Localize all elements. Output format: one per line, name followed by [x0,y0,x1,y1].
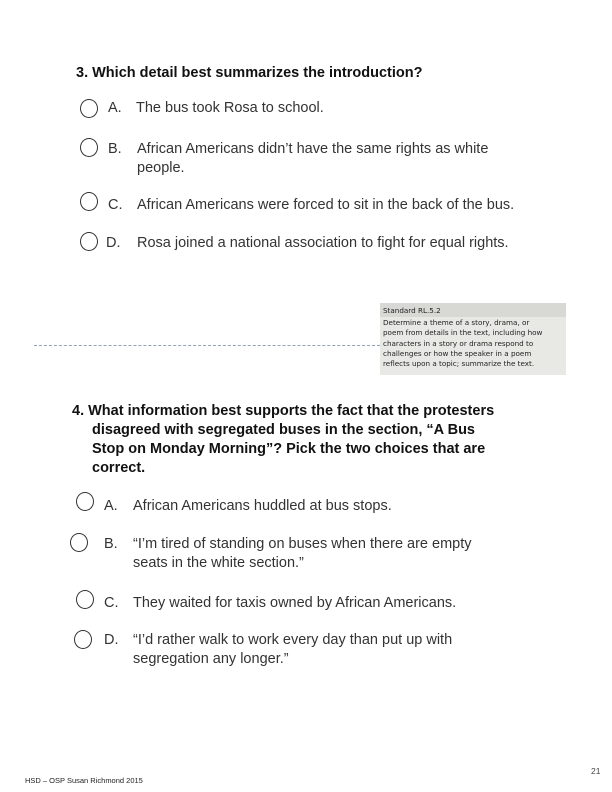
standard-box [380,303,566,375]
q3-option-b-text-line2: people. [137,160,185,176]
q4-option-d-text-line1: “I’d rather walk to work every day than put up with [133,632,453,648]
standard-heading: Standard RL.5.2 [380,304,566,317]
q4-option-d-text-line2: segregation any longer.” [133,651,289,667]
q3-option-a-text: The bus took Rosa to school. [136,100,324,116]
q3-option-c-radio[interactable] [80,192,98,211]
q4-option-b-text-line1: “I’m tired of standing on buses when there are empty [133,536,472,552]
question-4-title-line4: correct. [92,460,146,476]
footer-credit: HSD – OSP Susan Richmond 2015 [25,776,143,785]
q3-option-d-letter: D. [106,235,121,251]
q3-option-b-text-line1: African Americans didn’t have the same rights as white [137,141,489,157]
q4-option-a-letter: A. [104,498,118,514]
question-4-title-line2: disagreed with segregated buses in the section, “A Bus [92,422,475,438]
q4-option-d-radio[interactable] [74,630,92,649]
q3-option-c-text: African Americans were forced to sit in the back of the bus. [137,197,515,213]
q4-option-c-radio[interactable] [76,590,94,609]
q3-option-b-letter: B. [108,141,122,157]
q4-option-b-text-line2: seats in the white section.” [133,555,304,571]
question-4-title-line3: Stop on Monday Morning”? Pick the two choices that are [92,441,486,457]
q4-option-c-text: They waited for taxis owned by African Americans. [133,595,457,611]
q3-option-d-text: Rosa joined a national association to fight for equal rights. [137,235,509,251]
section-divider [34,345,380,346]
standard-description: Determine a theme of a story, drama, or poem from details in the text, including how characters in a story or drama respond to challenges or how the speaker in a poem reflects upon a topic; summarize the text. [383,318,543,369]
q4-option-c-letter: C. [104,595,119,611]
q3-option-b-radio[interactable] [80,138,98,157]
q3-option-a-letter: A. [108,100,122,116]
q4-option-b-letter: B. [104,536,118,552]
q4-option-b-radio[interactable] [70,533,88,552]
question-4-title-line1: 4. What information best supports the fact that the protesters [72,403,495,419]
q3-option-d-radio[interactable] [80,232,98,251]
q3-option-a-radio[interactable] [80,99,98,118]
q4-option-d-letter: D. [104,632,119,648]
page-number: 21 [591,766,601,776]
question-4-title [72,402,562,478]
q4-option-a-text: African Americans huddled at bus stops. [133,498,392,514]
question-3-title: 3. Which detail best summarizes the introduction? [76,65,423,81]
q4-option-a-radio[interactable] [76,492,94,511]
q3-option-c-letter: C. [108,197,123,213]
